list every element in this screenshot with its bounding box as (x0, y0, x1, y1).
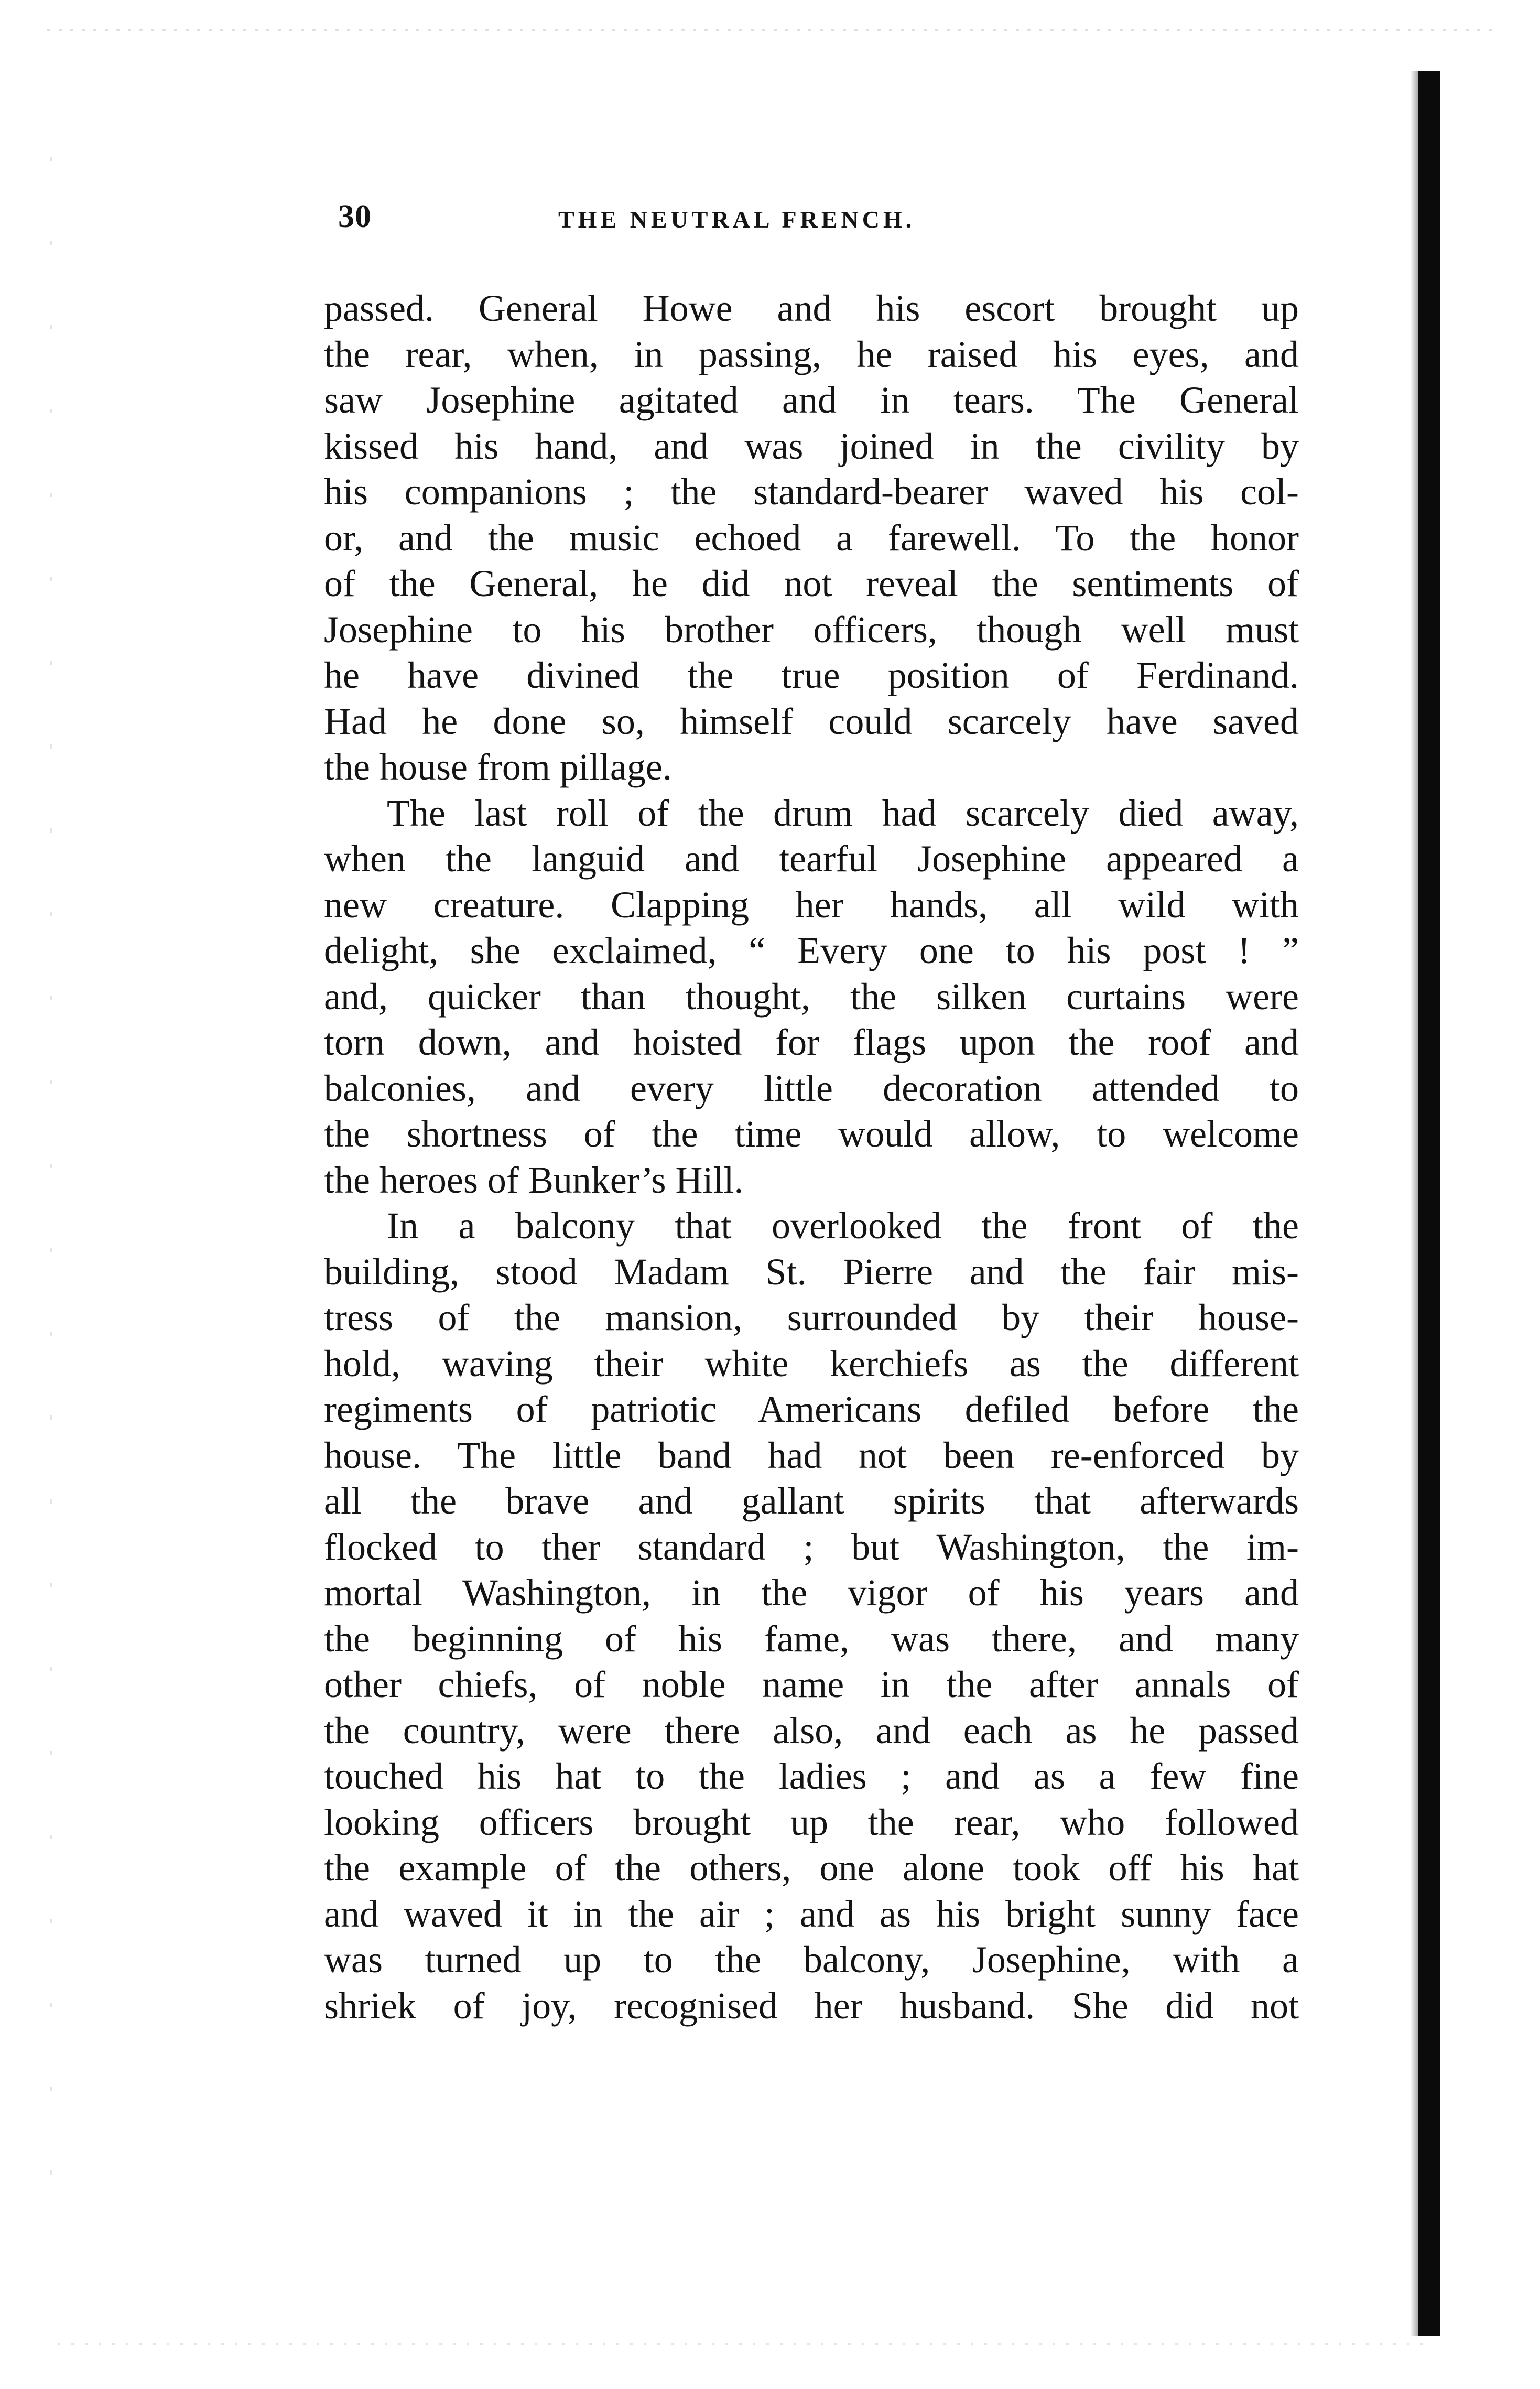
text-line: building, stood Madam St. Pierre and the fair mis- (324, 1250, 1299, 1293)
text-line: flocked to ther standard ; but Washington, the im- (324, 1526, 1299, 1568)
running-head: THE NEUTRAL FRENCH. (558, 206, 916, 233)
scan-noise-top (47, 29, 1494, 31)
text-line: new creature. Clapping her hands, all wild with (324, 883, 1299, 926)
text-line: the rear, when, in passing, he raised his eyes, and (324, 333, 1299, 375)
text-line: when the languid and tearful Josephine appeared a (324, 838, 1299, 880)
text-line: his companions ; the standard-bearer waved his col- (324, 471, 1299, 513)
text-line: touched his hat to the ladies ; and as a few fine (324, 1755, 1299, 1797)
text-line: regiments of patriotic Americans defiled before the (324, 1388, 1299, 1430)
text-line: hold, waving their white kerchiefs as the different (324, 1342, 1299, 1385)
text-line: Josephine to his brother officers, though well must (324, 608, 1299, 651)
page-header (338, 198, 1303, 256)
text-line: the shortness of the time would allow, to welcome (324, 1113, 1299, 1155)
scan-noise-left (50, 157, 52, 2254)
text-line: the example of the others, one alone took off his hat (324, 1847, 1299, 1889)
text-line: the country, were there also, and each as he passed (324, 1709, 1299, 1752)
gutter-edge (1418, 71, 1440, 2336)
paragraph-start-line: The last roll of the drum had scarcely died away, (387, 792, 1299, 834)
text-line: Had he done so, himself could scarcely have saved (324, 700, 1299, 742)
text-line: and, quicker than thought, the silken curtains were (324, 975, 1299, 1018)
text-line: shriek of joy, recognised her husband. She did not (324, 1984, 1299, 2027)
text-line: and waved it in the air ; and as his bright sunny face (324, 1893, 1299, 1935)
text-line: saw Josephine agitated and in tears. The General (324, 379, 1299, 421)
scan-noise-bottom (58, 2343, 1431, 2345)
text-line: or, and the music echoed a farewell. To the honor (324, 516, 1299, 559)
text-line: of the General, he did not reveal the sentiments of (324, 563, 1299, 604)
text-line: he have divined the true position of Ferdinand. (324, 654, 1299, 696)
paragraph-end-line: the house from pillage. (324, 746, 672, 788)
text-line: all the brave and gallant spirits that afterwards (324, 1480, 1299, 1522)
body-text (324, 286, 1299, 2029)
text-line: house. The little band had not been re-enforced by (324, 1434, 1299, 1476)
text-line: tress of the mansion, surrounded by their house- (324, 1296, 1299, 1338)
text-line: other chiefs, of noble name in the after annals of (324, 1663, 1299, 1705)
page-number: 30 (338, 199, 372, 234)
gutter-shadow (1410, 71, 1418, 2336)
text-line: kissed his hand, and was joined in the civility by (324, 425, 1299, 467)
text-line: looking officers brought up the rear, who followed (324, 1801, 1299, 1843)
text-line: delight, she exclaimed, “ Every one to his post ! ” (324, 929, 1299, 971)
text-line: the beginning of his fame, was there, and many (324, 1617, 1299, 1660)
paragraph-start-line: In a balcony that overlooked the front of the (387, 1205, 1299, 1247)
text-line: mortal Washington, in the vigor of his years and (324, 1572, 1299, 1614)
text-line: passed. General Howe and his escort brought up (324, 287, 1299, 329)
paragraph-end-line: the heroes of Bunker’s Hill. (324, 1159, 744, 1201)
text-line: torn down, and hoisted for flags upon the roof and (324, 1021, 1299, 1063)
text-line: balconies, and every little decoration attended to (324, 1067, 1299, 1109)
text-line: was turned up to the balcony, Josephine, with a (324, 1939, 1299, 1981)
